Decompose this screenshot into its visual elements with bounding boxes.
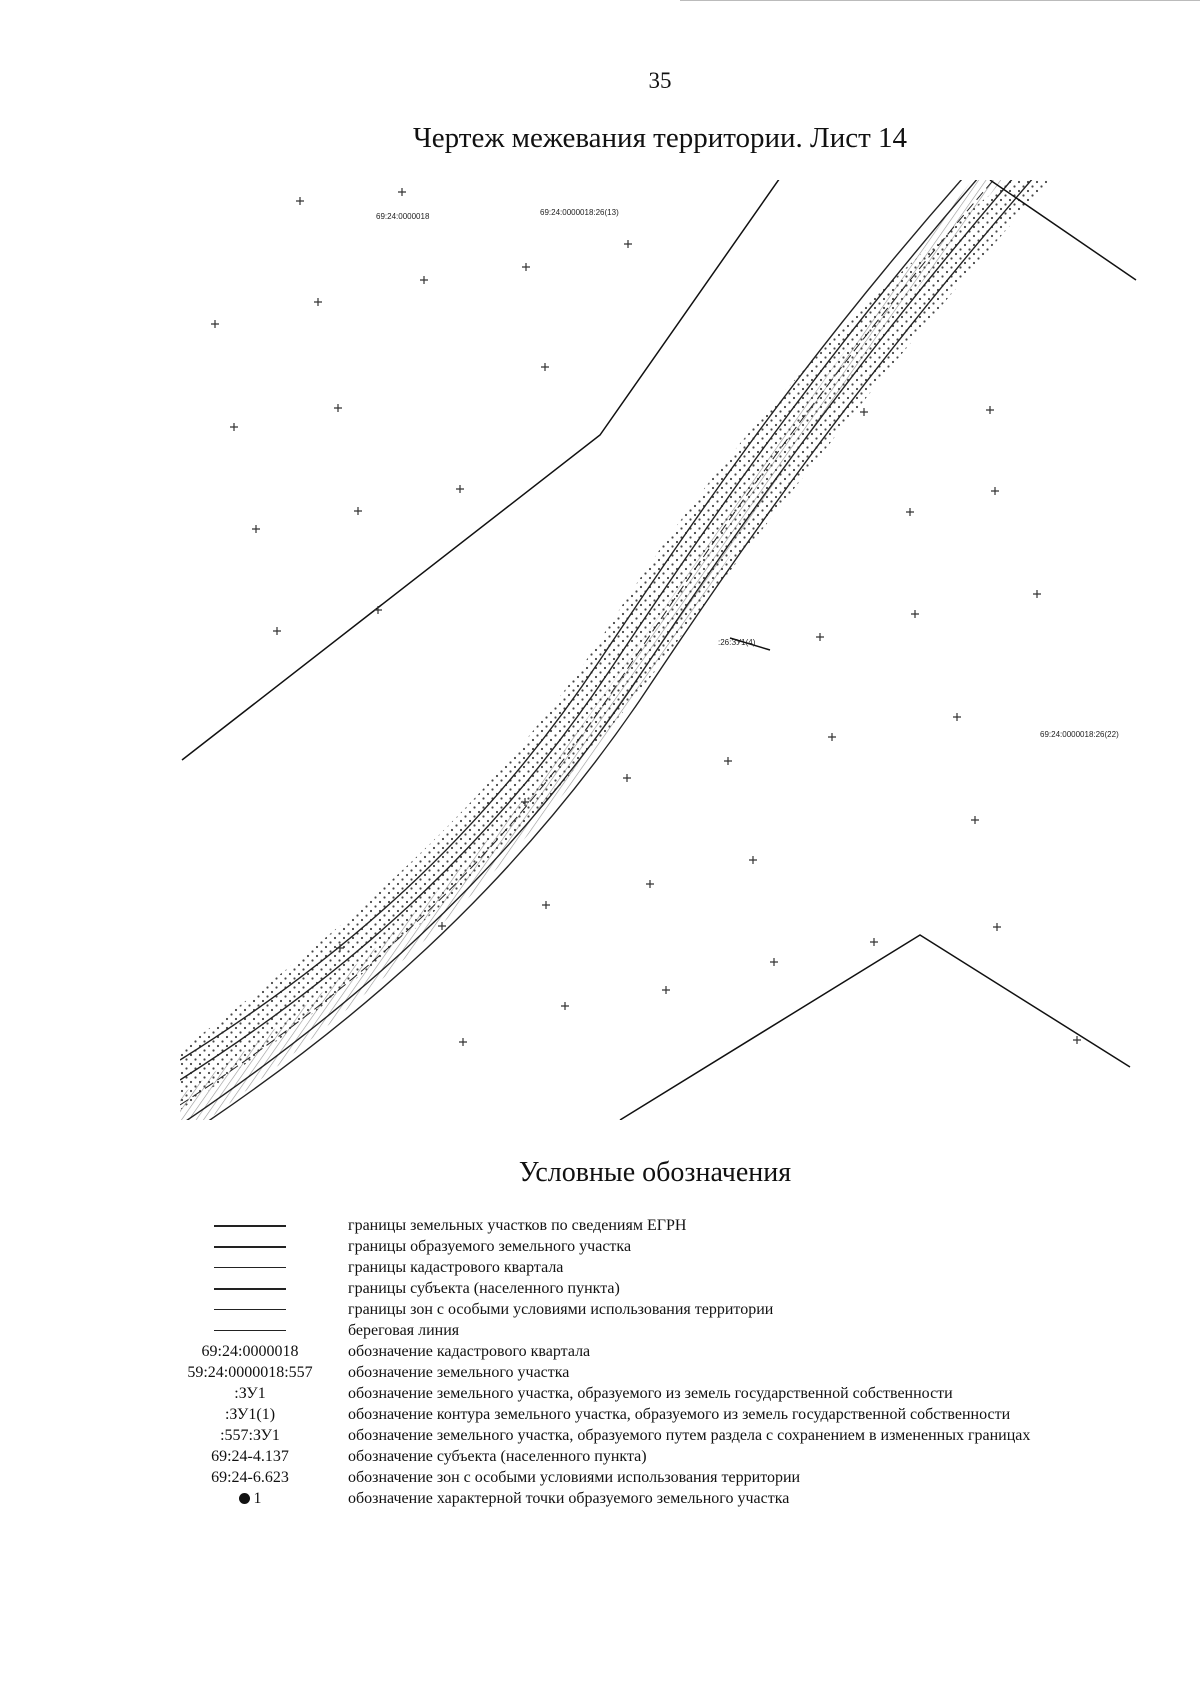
new-parcel-label: :26:ЗУ1(4) <box>718 638 756 647</box>
legend-code-symbol: :ЗУ1(1) <box>224 1405 276 1423</box>
legend-item <box>170 1383 1170 1404</box>
legend-text: обозначение контура земельного участка, образуемого из земель государственной собственности <box>348 1406 1011 1423</box>
legend-text: береговая линия <box>348 1322 460 1339</box>
legend-item <box>170 1236 1170 1257</box>
legend-item <box>170 1404 1170 1425</box>
legend-text: границы зон с особыми условиями использования территории <box>348 1301 774 1318</box>
quarter-label: 69:24:0000018 <box>376 212 430 221</box>
legend-text: обозначение субъекта (населенного пункта) <box>348 1448 647 1465</box>
legend-point-symbol <box>170 1488 330 1509</box>
legend-line-symbol <box>170 1257 330 1278</box>
legend-text: обозначение кадастрового квартала <box>348 1343 591 1360</box>
legend-text: обозначение земельного участка, образуемого из земель государственной собственности <box>348 1385 953 1402</box>
cadastral-map <box>180 180 1140 1120</box>
legend-text: обозначение земельного участка, образуемого путем раздела с сохранением в измененных границах <box>348 1427 1031 1444</box>
top-scan-rule <box>680 0 1200 1</box>
parcel-label-top: 69:24:0000018:26(13) <box>540 208 619 217</box>
point-number: 1 <box>253 1489 262 1507</box>
legend <box>170 1215 1170 1509</box>
legend-item <box>170 1257 1170 1278</box>
legend-text: границы земельных участков по сведениям ЕГРН <box>348 1217 687 1234</box>
legend-line-symbol <box>170 1278 330 1299</box>
legend-text: обозначение земельного участка <box>348 1364 570 1381</box>
legend-code-symbol: 69:24:0000018 <box>201 1342 299 1360</box>
legend-code-symbol: 59:24:0000018:557 <box>187 1363 313 1381</box>
page-title: Чертеж межевания территории. Лист 14 <box>412 122 908 154</box>
legend-item <box>170 1299 1170 1320</box>
legend-line-symbol <box>170 1215 330 1236</box>
legend-text: границы образуемого земельного участка <box>348 1238 632 1255</box>
legend-code-symbol: :ЗУ1 <box>234 1384 266 1402</box>
legend-line-symbol <box>170 1320 330 1341</box>
zone-dotted-band <box>180 180 1060 1110</box>
page-number: 35 <box>648 68 672 93</box>
map-drawing <box>180 180 1140 1120</box>
legend-item <box>170 1362 1170 1383</box>
legend-item <box>170 1425 1170 1446</box>
legend-line-symbol <box>170 1236 330 1257</box>
point-dot-icon <box>239 1493 250 1504</box>
legend-item <box>170 1278 1170 1299</box>
legend-item <box>170 1341 1170 1362</box>
legend-item <box>170 1488 1170 1509</box>
legend-item <box>170 1320 1170 1341</box>
legend-line-symbol <box>170 1299 330 1320</box>
legend-item <box>170 1467 1170 1488</box>
legend-item <box>170 1215 1170 1236</box>
legend-text: обозначение характерной точки образуемого земельного участка <box>348 1490 790 1507</box>
legend-item <box>170 1446 1170 1467</box>
legend-code-symbol: 69:24-4.137 <box>211 1447 289 1465</box>
legend-text: границы субъекта (населенного пункта) <box>348 1280 620 1297</box>
legend-text: обозначение зон с особыми условиями использования территории <box>348 1469 801 1486</box>
legend-code-symbol: :557:ЗУ1 <box>220 1426 280 1444</box>
parcel-label-right: 69:24:0000018:26(22) <box>1040 730 1119 739</box>
legend-title: Условные обозначения <box>518 1157 792 1188</box>
legend-code-symbol: 69:24-6.623 <box>211 1468 289 1486</box>
legend-text: границы кадастрового квартала <box>348 1259 564 1276</box>
